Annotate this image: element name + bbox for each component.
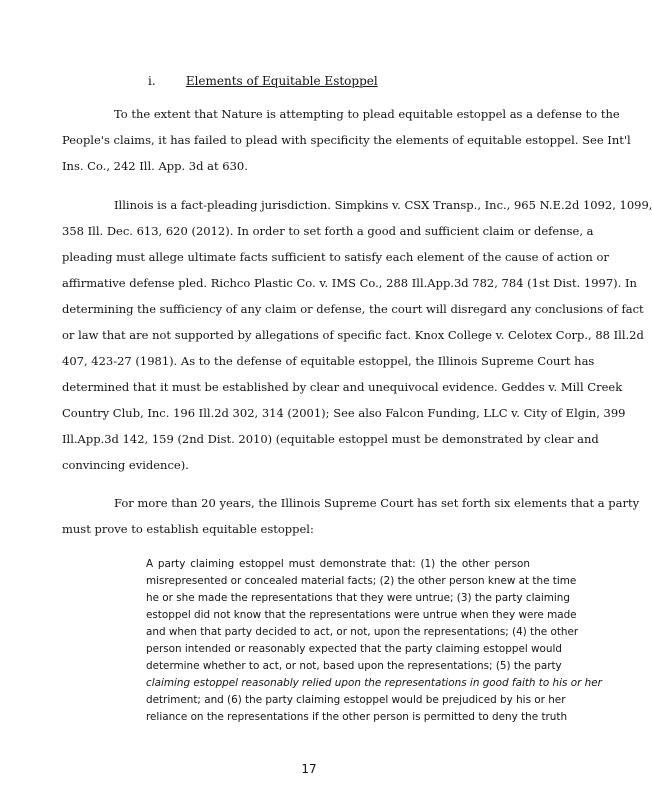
paragraph-line: convincing evidence). (62, 458, 189, 472)
block-quote-line: detriment; and (6) the party claiming estoppel would be prejudiced by his or her (146, 694, 566, 706)
paragraph-line: 358 Ill. Dec. 613, 620 (2012). In order to set forth a good and sufficient claim or defense, a (62, 224, 594, 238)
paragraph-line: pleading must allege ultimate facts sufficient to satisfy each element of the cause of action or (62, 250, 609, 264)
section-number: i. (148, 74, 156, 88)
block-quote-line: A party claiming estoppel must demonstrate that: (1) the other person (146, 558, 530, 570)
block-quote-line: estoppel did not know that the representations were untrue when they were made (146, 609, 577, 621)
paragraph-line: To the extent that Nature is attempting to plead equitable estoppel as a defense to the (114, 107, 620, 121)
block-quote-line: he or she made the representations that they were untrue; (3) the party claiming (146, 592, 570, 604)
block-quote-line: person intended or reasonably expected that the party claiming estoppel would (146, 643, 562, 655)
paragraph-line: affirmative defense pled. Richco Plastic Co. v. IMS Co., 288 Ill.App.3d 782, 784 (1st Dist. 1997). In (62, 276, 637, 290)
paragraph-line: People's claims, it has failed to plead with specificity the elements of equitable estoppel. See Int'l (62, 133, 631, 147)
paragraph-line: or law that are not supported by allegations of specific fact. Knox College v. Celotex Corp., 88 Ill.2d (62, 328, 644, 342)
paragraph-line: Ins. Co., 242 Ill. App. 3d at 630. (62, 159, 248, 173)
paragraph-line: Ill.App.3d 142, 159 (2nd Dist. 2010) (equitable estoppel must be demonstrated by clear and (62, 432, 599, 446)
page-number: 17 (301, 762, 317, 776)
paragraph-line: For more than 20 years, the Illinois Supreme Court has set forth six elements that a party (114, 496, 640, 510)
paragraph-line: Country Club, Inc. 196 Ill.2d 302, 314 (2001); See also Falcon Funding, LLC v. City of Elgin, 399 (62, 406, 626, 420)
paragraph-line: determined that it must be established by clear and unequivocal evidence. Geddes v. Mill Creek (62, 380, 623, 394)
block-quote-line: misrepresented or concealed material facts; (2) the other person knew at the time (146, 575, 577, 587)
paragraph-line: 407, 423-27 (1981). As to the defense of equitable estoppel, the Illinois Supreme Court has (62, 354, 595, 368)
paragraph-line: must prove to establish equitable estoppel: (62, 522, 314, 536)
paragraph-line: Illinois is a fact-pleading jurisdiction. Simpkins v. CSX Transp., Inc., 965 N.E.2d 1092, 1099, (114, 198, 652, 212)
paragraph-line: determining the sufficiency of any claim or defense, the court will disregard any conclusions of fact (62, 302, 644, 316)
block-quote-line: determine whether to act, or not, based upon the representations; (5) the party (146, 660, 562, 672)
block-quote-line: reliance on the representations if the other person is permitted to deny the truth (146, 711, 568, 723)
block-quote-line: and when that party decided to act, or not, upon the representations; (4) the other (146, 626, 579, 638)
section-title: Elements of Equitable Estoppel (185, 74, 378, 88)
block-quote-line: claiming estoppel reasonably relied upon the representations in good faith to his or her (146, 677, 602, 689)
section-heading (148, 74, 378, 88)
